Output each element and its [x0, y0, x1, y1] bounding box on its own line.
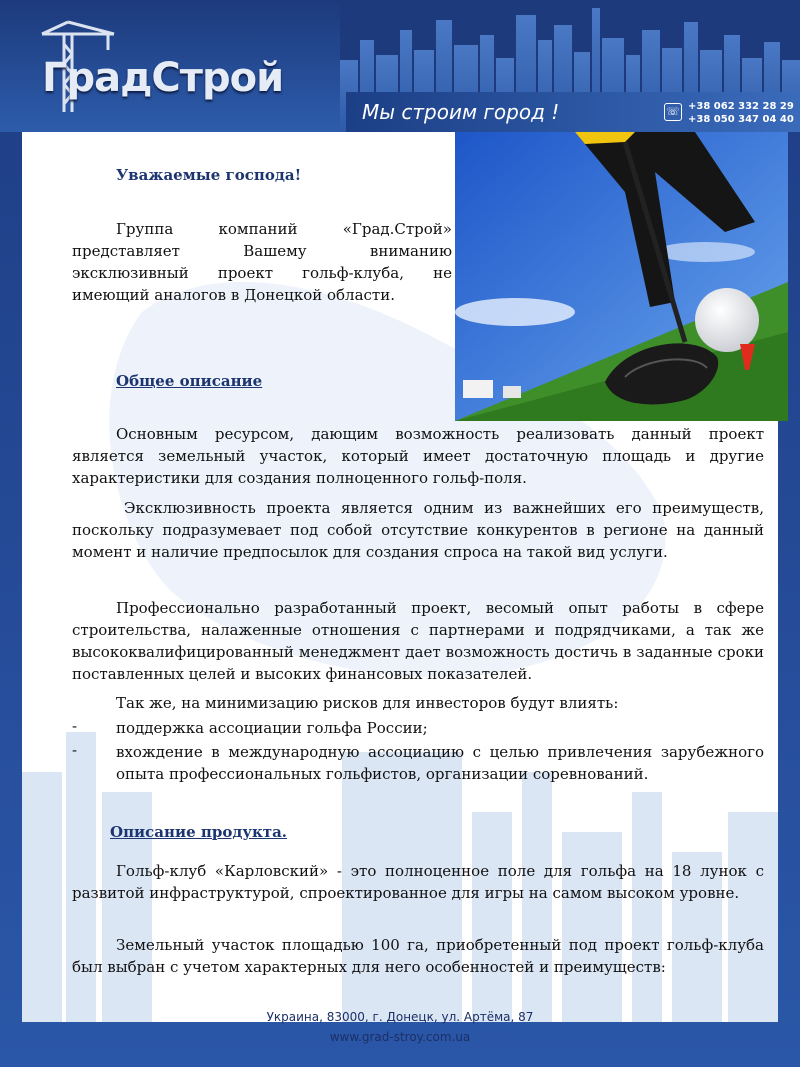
- golf-photo: [455, 132, 788, 421]
- bullet-mark-1: -: [72, 717, 78, 735]
- section-title-product: Описание продукта.: [110, 823, 288, 841]
- paragraph-project: Профессионально разработанный проект, весомый опыт работы в сфере строительства, налаженные отношения с партнерами и подрядчиками, а так же высококвалифицированный менеджмент дает возможность достичь в заданные сроки поставленных целей и высоких финансовых показателей.: [72, 599, 764, 683]
- bullet-mark-2: -: [72, 741, 78, 759]
- greeting: Уважаемые господа!: [116, 166, 302, 184]
- footer-address: Украина, 83000, г. Донецк, ул. Артёма, 87: [266, 1010, 534, 1024]
- slogan: Мы строим город !: [362, 100, 560, 124]
- paragraph-exclusivity: Эксклюзивность проекта является одним из важнейших его преимуществ, поскольку подразумевает под собой отсутствие конкурентов в регионе на данный момент и наличие предпосылок для создания спроса на такой вид услуги.: [72, 499, 764, 561]
- phone-1: +38 062 332 28 29: [688, 101, 794, 112]
- phone-icon: ☏: [664, 103, 682, 121]
- header: [0, 0, 800, 132]
- footer-website-link[interactable]: www.grad-stroy.com.ua: [329, 1030, 471, 1044]
- phone-2: +38 050 347 04 40: [688, 114, 794, 125]
- bullet-item-2: вхождение в международную ассоциацию с целью привлечения зарубежного опыта профессиональных гольфистов, организации соревнований.: [116, 743, 764, 783]
- footer: [0, 1000, 800, 1067]
- paragraph-land: Земельный участок площадью 100 га, приобретенный под проект гольф-клуба был выбран с учетом характерных для него особенностей и преимуществ:: [72, 936, 764, 976]
- paragraph-risks: Так же, на минимизацию рисков для инвесторов будут влиять:: [116, 694, 619, 712]
- phone-numbers: [688, 100, 794, 126]
- bullet-item-1: поддержка ассоциации гольфа России;: [116, 719, 428, 737]
- logo-text: ГрадСтрой: [42, 55, 284, 101]
- paragraph-club: Гольф-клуб «Карловский» - это полноценное поле для гольфа на 18 лунок с развитой инфраструктурой, спроектированное для игры на самом высоком уровне.: [72, 862, 764, 902]
- intro-paragraph: Группа компаний «Град.Строй» представляет Вашему вниманию эксклюзивный проект гольф-клуба, не имеющий аналогов в Донецкой области.: [72, 220, 452, 304]
- paragraph-resource: Основным ресурсом, дающим возможность реализовать данный проект является земельный участок, который имеет достаточную площадь и другие характеристики для создания полноценного гольф-поля.: [72, 425, 764, 487]
- section-title-general: Общее описание: [116, 372, 263, 390]
